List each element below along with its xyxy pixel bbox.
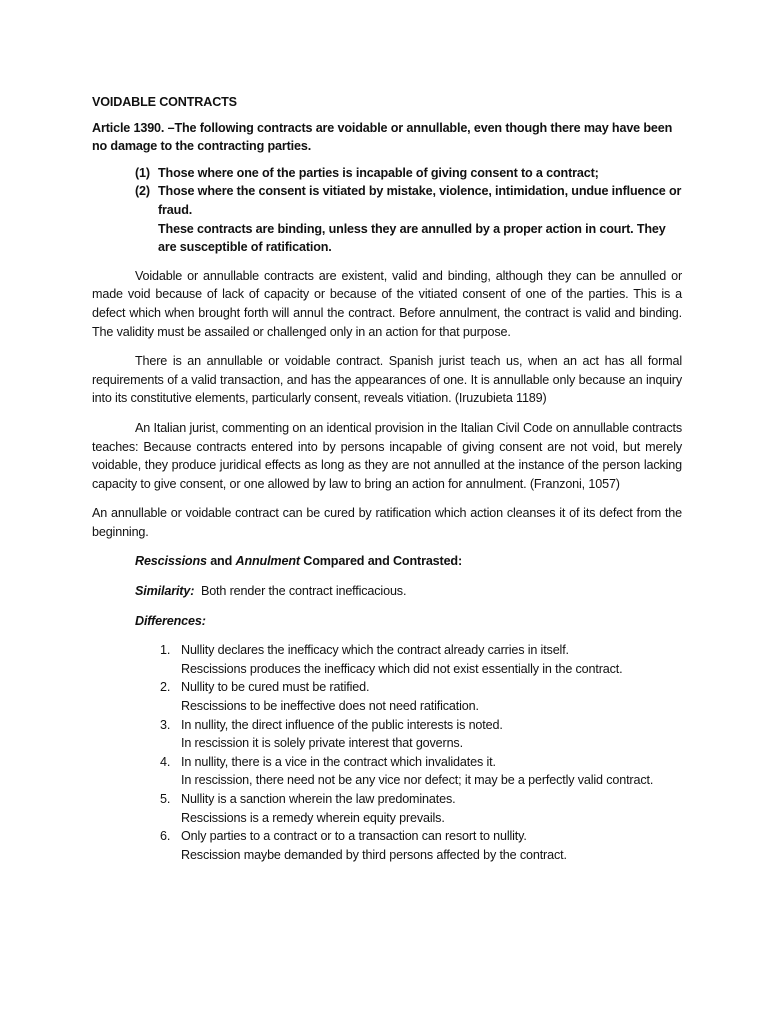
similarity-label: Similarity: [135, 584, 195, 599]
article-1390 [92, 119, 682, 156]
condition-item [92, 164, 682, 183]
paragraph: There is an annullable or voidable contract. Spanish jurist teach us, when an act has all formal requirements of a valid transaction, and has the appearances of one. It is annullable only because an inquiry into its constitutive elements, particularly consent, reveals vitiation. (Iruzubieta 1189) [92, 354, 682, 406]
article-lead: Article 1390. – [92, 120, 175, 135]
annulment-term: Annulment [235, 554, 300, 569]
document-title: VOIDABLE CONTRACTS [92, 95, 237, 109]
paragraph: An Italian jurist, commenting on an identical provision in the Italian Civil Code on annullable contracts teaches: Because contracts entered into by persons incapable of giving consent are not void, but merely voidable, they produce juridical effects as long as they are not annulled at the instance of the person lacking capacity to give consent, or one allowed by law to bring an action for annulment. (Franzoni, 1057) [92, 420, 682, 491]
condition-number: (2) [135, 184, 150, 199]
difference-item: 1. Nullity declares the inefficacy which the contract already carries in itself. Rescissions produces the inefficacy which did not exist essentially in the contract. [160, 643, 623, 676]
comparison-heading: Rescissions and Annulment Compared and Contrasted: [135, 554, 463, 569]
condition-item [92, 182, 682, 219]
differences-heading: Differences: [135, 613, 206, 628]
condition-number: (1) [135, 165, 150, 180]
rescissions-term: Rescissions [135, 554, 207, 569]
conditions-note: These contracts are binding, unless they are annulled by a proper action in court. They are susceptible of ratification. [158, 221, 666, 255]
paragraph: Voidable or annullable contracts are existent, valid and binding, although they can be annulled or made void because of lack of capacity or because of the vitiated consent of one of the parties. This is a defect which when brought forth will annul the contract. Before annulment, the contract is valid and binding. The validity must be assailed or challenged only in an action for that purpose. [92, 268, 682, 339]
difference-item: 6. Only parties to a contract or to a transaction can resort to nullity. Rescission maybe demanded by third persons affected by the contract. [160, 829, 567, 862]
similarity-text: Both render the contract inefficacious. [200, 584, 407, 599]
difference-item: 2. Nullity to be cured must be ratified. Rescissions to be ineffective does not need ratification. [160, 680, 479, 714]
difference-item: 3. In nullity, the direct influence of the public interests is noted. In rescission it is solely private interest that governs. [160, 717, 503, 751]
paragraph: An annullable or voidable contract can be cured by ratification which action cleanses it of its defect from the beginning. [92, 506, 682, 539]
difference-item: 5. Nullity is a sanction wherein the law predominates. Rescissions is a remedy wherein equity prevails. [160, 792, 456, 825]
difference-item: 4. In nullity, there is a vice in the contract which invalidates it. In rescission, there need not be any vice nor defect; it may be a perfectly valid contract. [160, 754, 654, 788]
article-text: The following contracts are voidable or annullable, even though there may have been no damage to the contracting parties. [92, 120, 673, 154]
condition-text: Those where the consent is vitiated by mistake, violence, intimidation, undue influence or fraud. [158, 184, 682, 217]
similarity-line [135, 582, 682, 601]
differences-list [92, 641, 682, 864]
conditions-list [92, 164, 682, 257]
condition-text: Those where one of the parties is incapable of giving consent to a contract; [158, 165, 599, 180]
